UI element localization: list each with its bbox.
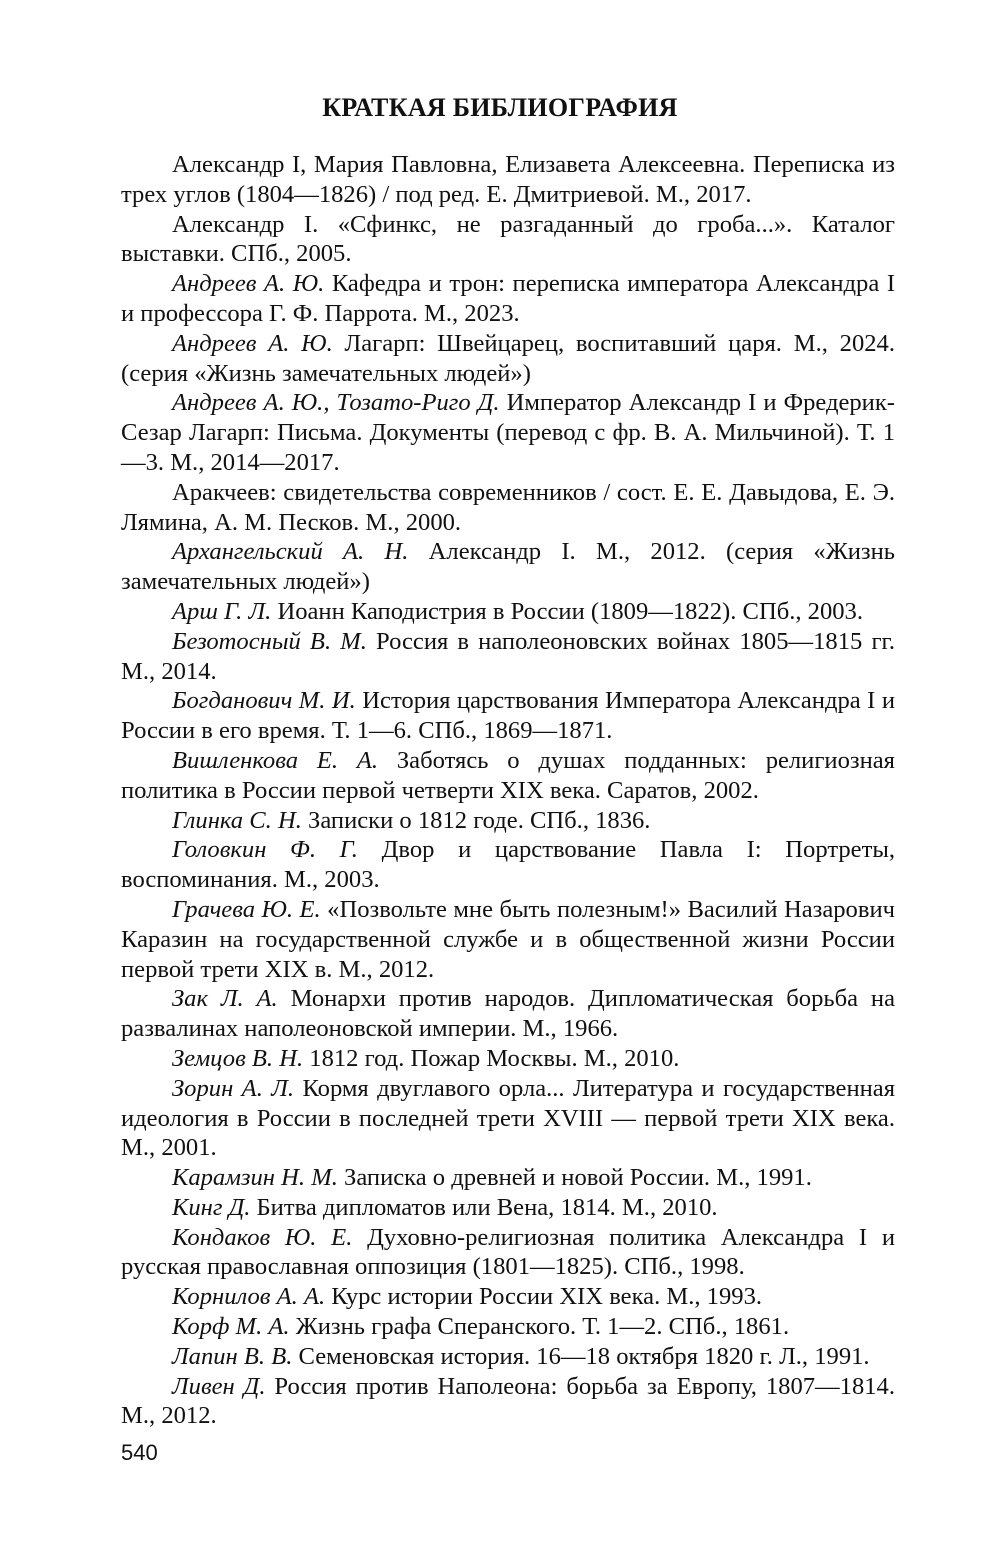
- entry-author: Андреев А. Ю., Тозато-Риго Д.: [172, 389, 500, 417]
- bibliography-entry: [121, 269, 895, 329]
- entry-text: Семеновская история. 16—18 октября 1820 г. Л., 1991.: [298, 1342, 870, 1370]
- entry-author: Кинг Д.: [172, 1193, 251, 1221]
- entry-author: Карамзин Н. М.: [172, 1164, 338, 1192]
- page-title: КРАТКАЯ БИБЛИОГРАФИЯ: [322, 93, 678, 122]
- entry-text: 1812 год. Пожар Москвы. М., 2010.: [309, 1044, 680, 1072]
- entry-author: Ливен Д.: [172, 1372, 266, 1400]
- bibliography-entry: [121, 1312, 895, 1342]
- bibliography-entry: [121, 1342, 895, 1372]
- entry-text: Жизнь графа Сперанского. Т. 1—2. СПб., 1861.: [295, 1313, 790, 1341]
- entry-author: Корнилов А. А.: [172, 1283, 326, 1311]
- entry-text: Двор и царствование Павла I: Портреты, воспоминания. М., 2003.: [121, 836, 895, 894]
- entry-author: Глинка С. Н.: [172, 806, 302, 834]
- bibliography-entry: [121, 1044, 895, 1074]
- entry-text: Записки о 1812 годе. СПб., 1836.: [308, 806, 651, 834]
- bibliography-entry: [121, 1223, 895, 1283]
- entry-author: Богданович М. И.: [172, 687, 356, 715]
- entry-author: Головкин Ф. Г.: [172, 836, 358, 864]
- entry-text: Записка о древней и новой России. М., 1991.: [344, 1164, 812, 1192]
- entry-text: Кафедра и трон: переписка императора Александра I и профессора Г. Ф. Паррота. М., 2023.: [121, 270, 896, 327]
- entry-text: Александр I. М., 2012. (серия «Жизнь замечательных людей»): [121, 538, 895, 596]
- bibliography-entry: [121, 150, 895, 210]
- entry-author: Андреев А. Ю.: [172, 329, 333, 357]
- entry-author: Лапин В. В.: [172, 1342, 293, 1370]
- entry-text: Россия против Наполеона: борьба за Европу, 1807—1814. М., 2012.: [121, 1372, 895, 1430]
- entry-text: Император Александр I и Фредерик-Сезар Лагарп: Письма. Документы (перевод с фр. В. А. Мильчиной). Т. 1—3. М., 2014—2017.: [121, 389, 895, 476]
- entry-author: Грачева Ю. Е.: [172, 895, 321, 923]
- bibliography-entry: [121, 686, 895, 746]
- bibliography-entry: [121, 388, 895, 477]
- entry-text: Духовно-религиозная политика Александра I и русская православная оппозиция (1801—1825). СПб., 1998.: [121, 1223, 895, 1281]
- entry-text: «Позвольте мне быть полезным!» Василий Назарович Каразин на государственной службе и в общественной жизни России первой трети XIX в. М., 2012.: [121, 895, 895, 983]
- entry-text: Иоанн Каподистрия в России (1809—1822). СПб., 2003.: [277, 597, 864, 625]
- bibliography-entry: [121, 1074, 895, 1163]
- bibliography-entry: [121, 329, 895, 389]
- bibliography-entry: [121, 746, 895, 806]
- bibliography-entry: [121, 627, 895, 687]
- entry-text: Курс истории России XIX века. М., 1993.: [331, 1283, 763, 1311]
- entry-text: Лагарп: Швейцарец, воспитавший царя. М., 2024. (серия «Жизнь замечательных людей»): [121, 329, 895, 387]
- entry-text: Кормя двуглавого орла... Литература и государственная идеология в России в последней трети XVIII — первой трети XIX века. М., 2001.: [121, 1074, 896, 1162]
- entry-author: Вишленкова Е. А.: [172, 746, 379, 774]
- bibliography-entry: [121, 478, 895, 538]
- page-number: 540: [121, 1440, 158, 1465]
- bibliography-list: [121, 150, 895, 1431]
- bibliography-entry: [121, 835, 895, 895]
- entry-text: Аракчеев: свидетельства современников / сост. Е. Е. Давыдова, Е. Э. Лямина, А. М. Песков. М., 2000.: [121, 478, 895, 536]
- entry-author: Корф М. А.: [172, 1313, 290, 1341]
- entry-author: Безотосный В. М.: [172, 627, 367, 655]
- entry-author: Зак Л. А.: [172, 985, 278, 1013]
- entry-author: Архангельский А. Н.: [172, 538, 409, 566]
- entry-text: Монархи против народов. Дипломатическая борьба на развалинах наполеоновской империи. М., 1966.: [121, 985, 895, 1043]
- entry-author: Андреев А. Ю.: [172, 270, 325, 298]
- entry-author: Зорин А. Л.: [172, 1074, 295, 1102]
- entry-author: Арш Г. Л.: [172, 597, 272, 625]
- entry-text: Александр I. «Сфинкс, не разгаданный до гроба...». Каталог выставки. СПб., 2005.: [121, 210, 895, 268]
- bibliography-entry: [121, 1193, 895, 1223]
- bibliography-entry: [121, 537, 895, 597]
- bibliography-entry: [121, 1282, 895, 1312]
- entry-author: Земцов В. Н.: [172, 1044, 304, 1072]
- bibliography-entry: [121, 1163, 895, 1193]
- entry-text: История царствования Императора Александра I и России в его время. Т. 1—6. СПб., 1869—1871.: [121, 687, 895, 745]
- entry-text: Битва дипломатов или Вена, 1814. М., 2010.: [256, 1193, 718, 1221]
- bibliography-entry: [121, 895, 895, 984]
- entry-text: Заботясь о душах подданных: религиозная политика в России первой четверти XIX века. Саратов, 2002.: [121, 746, 895, 804]
- bibliography-entry: [121, 984, 895, 1044]
- entry-text: Александр I, Мария Павловна, Елизавета Алексеевна. Переписка из трех углов (1804—1826) / под ред. Е. Дмитриевой. М., 2017.: [121, 151, 895, 208]
- entry-text: Россия в наполеоновских войнах 1805—1815 гг. М., 2014.: [121, 627, 895, 685]
- bibliography-entry: [121, 210, 895, 270]
- entry-author: Кондаков Ю. Е.: [172, 1223, 353, 1251]
- bibliography-entry: [121, 597, 895, 627]
- bibliography-entry: [121, 1372, 895, 1432]
- bibliography-entry: [121, 806, 895, 836]
